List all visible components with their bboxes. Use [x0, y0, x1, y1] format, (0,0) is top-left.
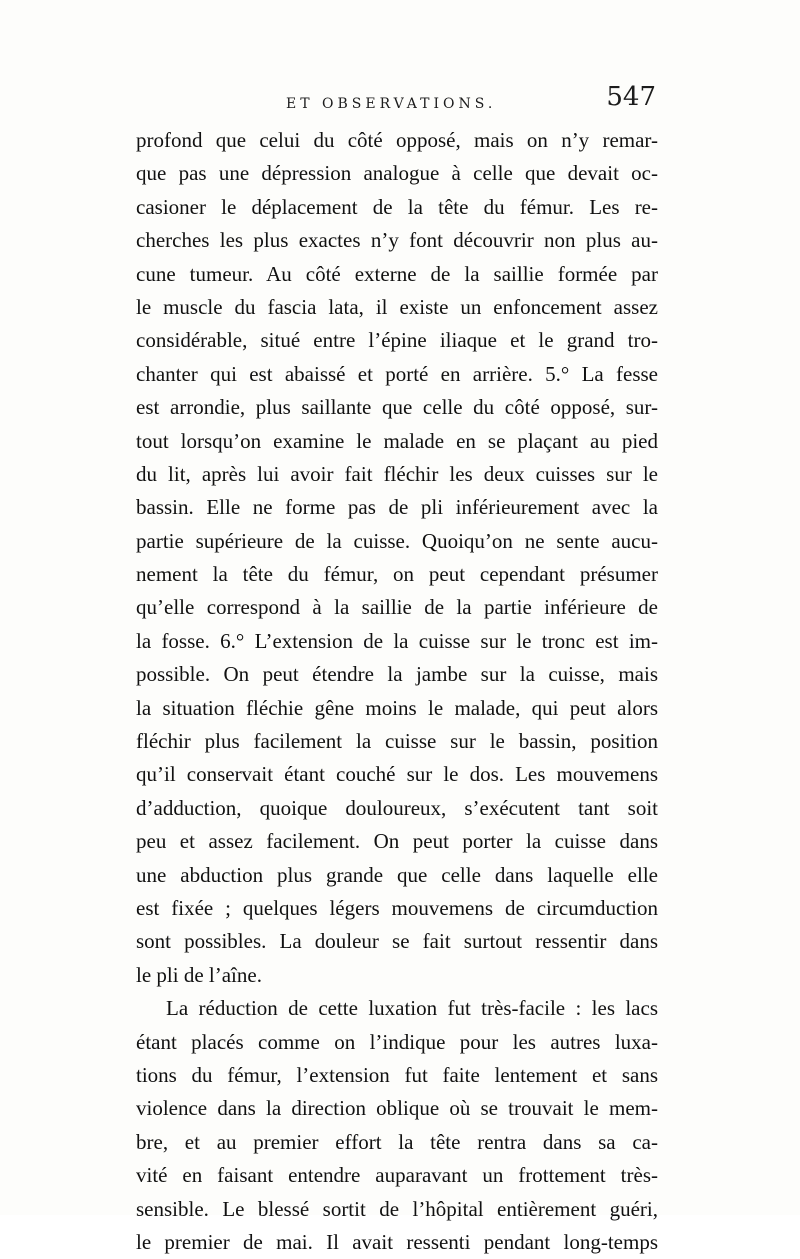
paragraph-end-line: le pli de l’aîne.	[136, 962, 262, 987]
text-line: possible. On peut étendre la jambe sur la cuisse, mais	[136, 662, 658, 687]
text-line: vité en faisant entendre auparavant un frottement très-	[136, 1163, 658, 1188]
running-head	[136, 82, 656, 122]
text-line: le muscle du fascia lata, il existe un enfoncement assez	[136, 294, 658, 319]
running-title: ET OBSERVATIONS.	[286, 96, 497, 112]
text-line: une abduction plus grande que celle dans laquelle elle	[136, 862, 658, 887]
text-line: casioner le déplacement de la tête du fémur. Les re-	[136, 194, 658, 219]
text-line: qu’il conservait étant couché sur le dos. Les mouvemens	[136, 762, 658, 787]
text-line: que pas une dépression analogue à celle que devait oc-	[136, 161, 658, 186]
text-line: considérable, situé entre l’épine iliaque et le grand tro-	[136, 328, 658, 353]
text-line: est arrondie, plus saillante que celle du côté opposé, sur-	[136, 395, 658, 420]
text-line: du lit, après lui avoir fait fléchir les deux cuisses sur le	[136, 461, 658, 486]
text-line: peu et assez facilement. On peut porter la cuisse dans	[136, 829, 658, 854]
text-line: sont possibles. La douleur se fait surtout ressentir dans	[136, 929, 658, 954]
body-text	[136, 124, 658, 1259]
text-line: sensible. Le blessé sortit de l’hôpital entièrement guéri,	[136, 1196, 658, 1221]
text-line: bre, et au premier effort la tête rentra dans sa ca-	[136, 1129, 658, 1154]
text-line: d’adduction, quoique douloureux, s’exécutent tant soit	[136, 795, 658, 820]
text-line: la situation fléchie gêne moins le malade, qui peut alors	[136, 695, 658, 720]
text-line: cherches les plus exactes n’y font découvrir non plus au-	[136, 228, 658, 253]
text-line: bassin. Elle ne forme pas de pli inférieurement avec la	[136, 495, 658, 520]
text-line: chanter qui est abaissé et porté en arrière. 5.° La fesse	[136, 361, 658, 386]
text-line: partie supérieure de la cuisse. Quoiqu’on ne sente aucu-	[136, 528, 658, 553]
page-number: 547	[606, 82, 656, 112]
text-line: est fixée ; quelques légers mouvemens de circumduction	[136, 895, 658, 920]
paragraph-start-line: La réduction de cette luxation fut très-facile : les lacs	[166, 996, 658, 1021]
text-line: cune tumeur. Au côté externe de la saillie formée par	[136, 261, 658, 286]
text-line: étant placés comme on l’indique pour les autres luxa-	[136, 1029, 658, 1054]
text-line: la fosse. 6.° L’extension de la cuisse sur le tronc est im-	[136, 628, 658, 653]
text-line: violence dans la direction oblique où se trouvait le mem-	[136, 1096, 658, 1121]
text-line: fléchir plus facilement la cuisse sur le bassin, position	[136, 729, 658, 754]
text-line: nement la tête du fémur, on peut cependant présumer	[136, 562, 658, 587]
text-line: qu’elle correspond à la saillie de la partie inférieure de	[136, 595, 658, 620]
text-line: profond que celui du côté opposé, mais on n’y remar-	[136, 128, 658, 152]
text-line: le premier de mai. Il avait ressenti pendant long-temps	[136, 1229, 658, 1254]
text-line: tions du fémur, l’extension fut faite lentement et sans	[136, 1062, 658, 1087]
text-line: tout lorsqu’on examine le malade en se plaçant au pied	[136, 428, 658, 453]
